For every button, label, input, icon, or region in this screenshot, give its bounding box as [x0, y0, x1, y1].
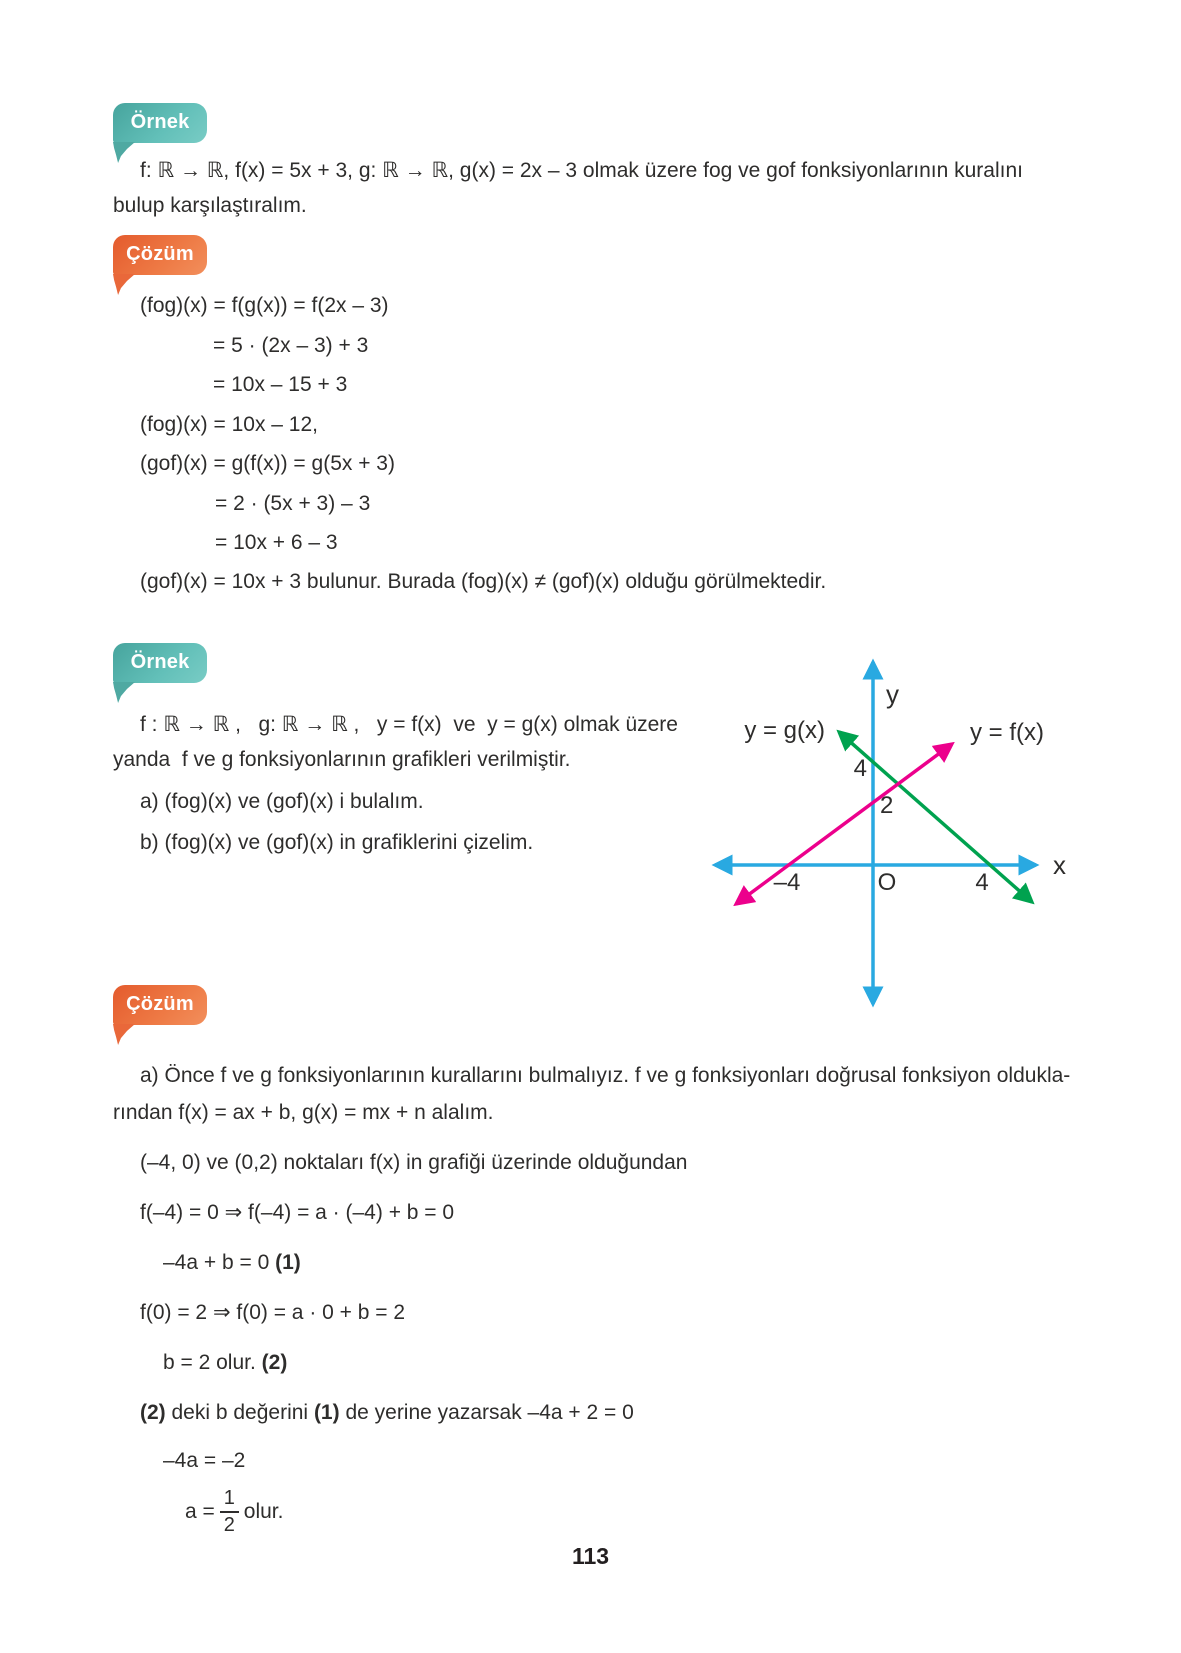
- solution2-para-line2: rından f(x) = ax + b, g(x) = mx + n alalım.: [113, 1101, 494, 1124]
- fraction-one-half: [220, 1487, 239, 1537]
- y-tick-4: 4: [853, 755, 867, 782]
- eq4-ref: (2): [261, 1351, 288, 1374]
- example2-badge-label: Örnek: [130, 650, 190, 673]
- solution2-eq1: f(–4) = 0 ⇒ f(–4) = a · (–4) + b = 0: [140, 1201, 455, 1224]
- solution1-badge: [113, 235, 207, 275]
- frac-post: olur.: [243, 1500, 284, 1523]
- solution1-step: = 10x + 6 – 3: [215, 531, 338, 554]
- solution1-step: = 10x – 15 + 3: [213, 373, 348, 396]
- example2-item-b: b) (fog)(x) ve (gof)(x) in grafiklerini çizelim.: [140, 831, 534, 854]
- sub-tail: de yerine yazarsak –4a + 2 = 0: [339, 1401, 634, 1424]
- y-tick-2: 2: [880, 792, 894, 819]
- solution2-badge-label: Çözüm: [126, 992, 194, 1015]
- solution1-step: = 5 · (2x – 3) + 3: [213, 334, 369, 357]
- function-graph: [640, 640, 1070, 1035]
- fraction-denominator: 2: [223, 1514, 235, 1536]
- example1-text-line1: f: ℝ → ℝ, f(x) = 5x + 3, g: ℝ → ℝ, g(x) = 2x – 3 olmak üzere fog ve gof fonksiyonlarının kuralını: [140, 159, 1023, 182]
- example1-badge-label: Örnek: [130, 110, 190, 133]
- sub-ref2: (1): [313, 1401, 340, 1424]
- origin-label: O: [877, 869, 897, 896]
- solution1-step: (fog)(x) = 10x – 12,: [140, 413, 318, 436]
- solution2-substitution-line: [140, 1400, 634, 1426]
- solution1-step: (fog)(x) = f(g(x)) = f(2x – 3): [140, 294, 389, 317]
- example2-badge: [113, 643, 207, 683]
- solution2-eq3: f(0) = 2 ⇒ f(0) = a · 0 + b = 2: [140, 1301, 406, 1324]
- x-tick-4: 4: [975, 869, 989, 896]
- solution2-result-line: [185, 1487, 283, 1537]
- frac-pre: a =: [185, 1500, 215, 1523]
- solution2-points-line: (–4, 0) ve (0,2) noktaları f(x) in grafiği üzerinde olduğundan: [140, 1151, 688, 1174]
- solution2-eq4: [163, 1350, 287, 1376]
- x-tick-neg4: –4: [773, 869, 801, 896]
- example1-text-line2: bulup karşılaştıralım.: [113, 194, 307, 217]
- solution1-conclusion: (gof)(x) = 10x + 3 bulunur. Burada (fog)(x) ≠ (gof)(x) olduğu görülmektedir.: [140, 570, 827, 593]
- solution1-badge-label: Çözüm: [126, 242, 194, 265]
- example2-text-line2: yanda f ve g fonksiyonlarının grafikleri verilmiştir.: [113, 748, 571, 771]
- sub-mid: deki b değerini: [165, 1401, 314, 1424]
- eq2-main: –4a + b = 0: [163, 1251, 276, 1274]
- g-line-label: y = g(x): [744, 717, 825, 744]
- eq4-main: b = 2 olur.: [163, 1351, 262, 1374]
- example2-item-a: a) (fog)(x) ve (gof)(x) i bulalım.: [140, 790, 424, 813]
- solution1-step: (gof)(x) = g(f(x)) = g(5x + 3): [140, 452, 395, 475]
- solution2-eq5: –4a = –2: [163, 1449, 246, 1472]
- example1-badge: [113, 103, 207, 143]
- eq2-ref: (1): [275, 1251, 301, 1274]
- solution2-eq2: [163, 1250, 301, 1276]
- solution2-badge: [113, 985, 207, 1025]
- x-axis-label: x: [1053, 850, 1066, 880]
- fraction-numerator: 1: [223, 1487, 235, 1509]
- y-axis-label: y: [886, 679, 899, 709]
- sub-ref1: (2): [140, 1401, 166, 1424]
- f-line: [736, 744, 952, 904]
- fraction-bar: [220, 1511, 239, 1513]
- solution1-step: = 2 · (5x + 3) – 3: [215, 492, 371, 515]
- solution2-para-line1: a) Önce f ve g fonksiyonlarının kurallarını bulmalıyız. f ve g fonksiyonları doğrusal fonksiyon oldukla-: [140, 1064, 1071, 1087]
- page-number: 113: [571, 1543, 610, 1569]
- f-line-label: y = f(x): [970, 719, 1045, 746]
- example2-text-line1: f : ℝ → ℝ , g: ℝ → ℝ , y = f(x) ve y = g(x) olmak üzere: [140, 713, 678, 736]
